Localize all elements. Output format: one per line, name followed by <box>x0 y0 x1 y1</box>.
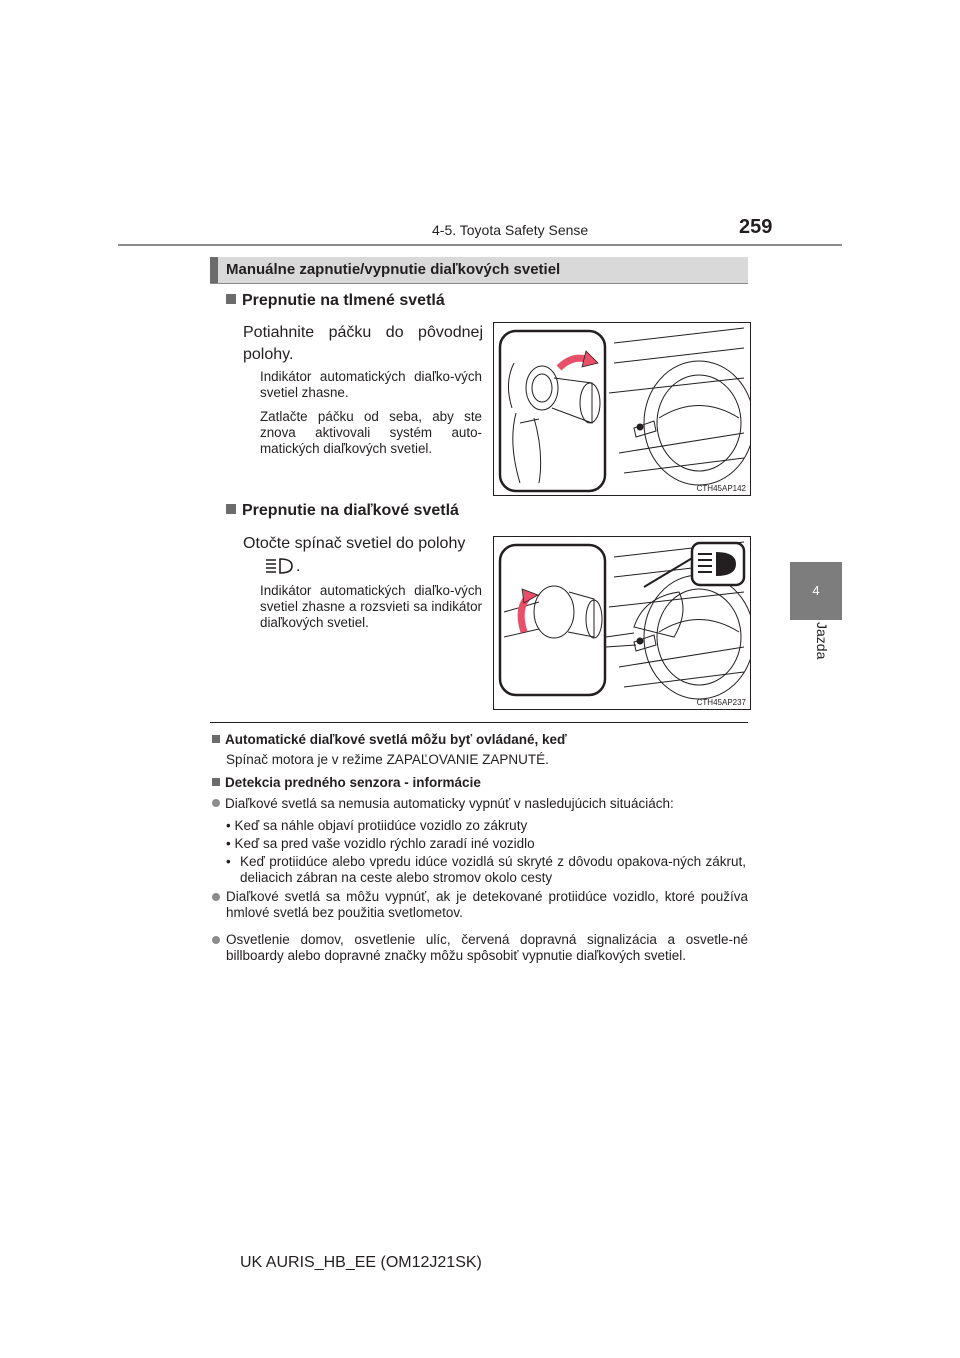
round-bullet-icon <box>212 893 220 901</box>
block1-note2: Zatlačte páčku od seba, aby ste znova aktivovali systém auto-matických diaľkových svetiel. <box>260 409 482 456</box>
note2-heading <box>212 775 481 790</box>
section-title: Manuálne zapnutie/vypnutie diaľkových svetiel <box>226 261 561 278</box>
block2-note1: Indikátor automatických diaľko-vých svetiel zhasne a rozsvieti sa indikátor diaľkových svetiel. <box>260 583 482 630</box>
footer-model-code: UK AURIS_HB_EE (OM12J21SK) <box>240 1254 482 1271</box>
figure-code-2: CTH45AP237 <box>696 698 746 707</box>
block1-instruction: Potiahnite páčku do pôvodnej polohy. <box>243 324 483 363</box>
note2-sub2 <box>226 836 746 852</box>
note2-heading-text: Detekcia predného senzora - informácie <box>225 775 481 790</box>
figure-lever-pull <box>493 322 751 496</box>
square-bullet-icon <box>212 778 220 786</box>
block1-heading <box>226 292 445 310</box>
figure-light-switch <box>493 536 751 710</box>
light-switch-illustration <box>494 537 750 709</box>
note1-text: Spínač motora je v režime ZAPAĽOVANIE ZAPNUTÉ. <box>226 752 549 767</box>
note2-sub1-text: Keď sa náhle objaví protiidúce vozidlo zo zákruty <box>234 818 528 833</box>
note2-sub1 <box>226 818 746 834</box>
block2-heading <box>226 502 459 520</box>
note2-bullet1 <box>212 796 748 812</box>
sub-bullet-mark: • <box>226 836 235 851</box>
page-number: 259 <box>739 216 773 238</box>
sub-bullet-mark: • <box>226 854 231 869</box>
block2-instruction-end: . <box>296 558 301 575</box>
block2-heading-text: Prepnutie na diaľkové svetlá <box>242 502 459 519</box>
chapter-label: Jazda <box>814 622 830 660</box>
note2-sub2-text: Keď sa pred vaše vozidlo rýchlo zaradí iné vozidlo <box>234 836 535 851</box>
note2-sub3-text: Keď protiidúce alebo vpredu idúce vozidlá sú skryté z dôvodu opakova-ných zákrut, deliacich zábran na ceste alebo stromov okolo cesty <box>240 854 746 885</box>
block2-instruction: Otočte spínač svetiel do polohy <box>243 535 466 552</box>
section-header: 4-5. Toyota Safety Sense <box>432 222 589 238</box>
notes-divider <box>210 722 748 723</box>
chapter-tab: 4 <box>790 562 842 620</box>
round-bullet-icon <box>212 936 220 944</box>
figure-code-1: CTH45AP142 <box>696 484 746 493</box>
lever-pull-illustration <box>494 323 750 495</box>
block1-note1: Indikátor automatických diaľko-vých svetiel zhasne. <box>260 369 482 400</box>
note2-bullet1-text: Diaľkové svetlá sa nemusia automaticky vypnúť v nasledujúcich situáciách: <box>225 796 674 811</box>
square-bullet-icon <box>212 735 220 743</box>
header-rule <box>118 244 842 246</box>
sub-bullet-mark: • <box>226 818 235 833</box>
note1-heading <box>212 732 567 747</box>
note2-bullet2-text: Diaľkové svetlá sa môžu vypnúť, ak je detekované protiidúce vozidlo, ktoré používa hmlové svetlá bez použitia svetlometov. <box>226 889 748 920</box>
section-title-bar <box>210 257 748 284</box>
note1-heading-text: Automatické diaľkové svetlá môžu byť ovládané, keď <box>225 732 567 747</box>
note2-bullet3-text: Osvetlenie domov, osvetlenie ulíc, červená dopravná signalizácia a osvetle-né billboardy alebo dopravné značky môžu spôsobiť vypnutie diaľkových svetiel. <box>226 932 748 963</box>
block1-heading-text: Prepnutie na tlmené svetlá <box>242 292 445 309</box>
high-beam-icon <box>264 556 294 576</box>
square-bullet-icon <box>226 504 236 514</box>
section-bar-mark <box>210 257 218 283</box>
square-bullet-icon <box>226 294 236 304</box>
round-bullet-icon <box>212 799 220 807</box>
